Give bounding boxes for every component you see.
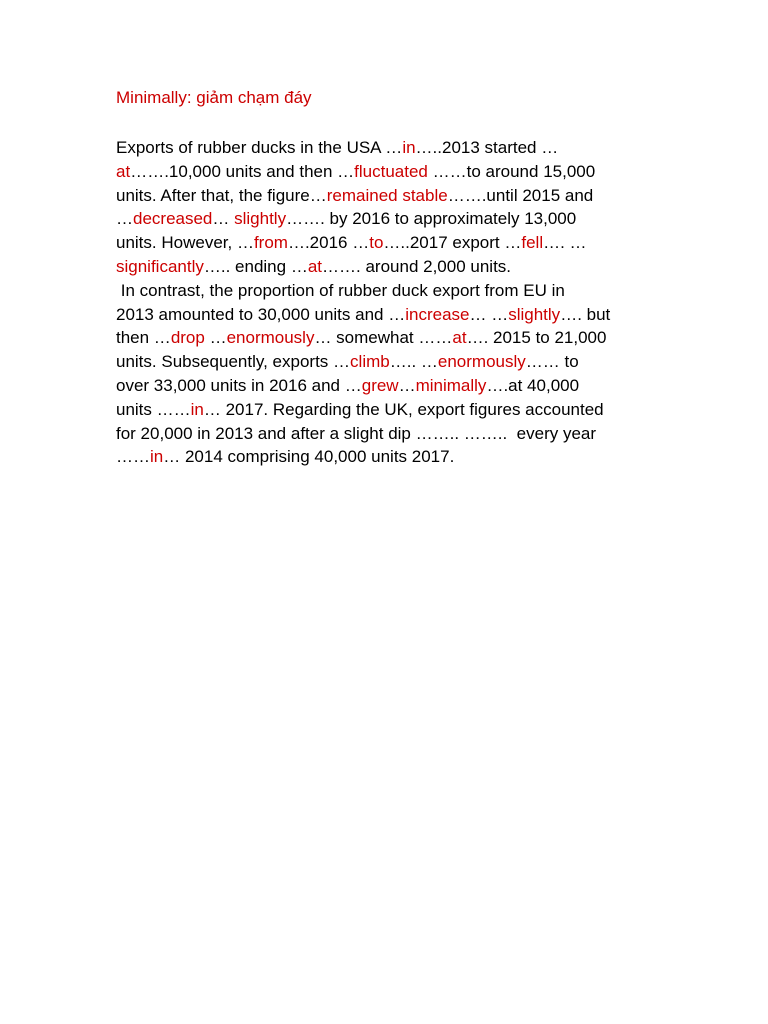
answer-word: in	[150, 447, 164, 467]
page-heading: Minimally: giảm chạm đáy	[116, 88, 312, 107]
document-page	[116, 84, 676, 469]
text-line	[116, 303, 676, 327]
answer-word: grew	[361, 375, 399, 395]
text-segment: …	[398, 375, 416, 395]
answer-word: from	[253, 233, 288, 253]
text-line	[116, 207, 676, 231]
text-line	[116, 422, 676, 446]
text-segment: ……to around 15,000	[427, 161, 596, 181]
answer-word: decreased	[133, 209, 213, 229]
text-segment: …..2013 started …	[415, 138, 559, 157]
answer-word: at	[307, 256, 323, 276]
answer-word: in	[190, 399, 204, 419]
text-segment: …..2017 export …	[383, 233, 522, 253]
text-segment: …	[212, 209, 235, 229]
text-segment: units. After that, the figure…	[116, 185, 327, 205]
text-segment: …. …	[543, 233, 587, 253]
text-segment: … somewhat ……	[314, 328, 453, 348]
text-segment: units ……	[116, 399, 191, 419]
answer-word: at	[116, 161, 131, 181]
text-segment: …. but	[560, 304, 611, 324]
text-segment: …….until 2015 and	[447, 185, 594, 205]
exercise-paragraph	[116, 136, 676, 469]
text-segment: ……. by 2016 to approximately 13,000	[286, 209, 577, 229]
text-segment: ….. ending …	[203, 256, 308, 276]
text-line	[116, 350, 676, 374]
text-line	[116, 445, 676, 469]
text-segment: …. 2015 to 21,000	[466, 328, 607, 348]
text-segment: for 20,000 in 2013 and after a slight dip …….. …….. every year	[116, 423, 597, 443]
text-segment: ….2016 …	[287, 233, 370, 253]
text-line	[116, 255, 676, 279]
text-segment: In contrast, the proportion of rubber duck export from EU in	[116, 280, 565, 300]
answer-word: at	[452, 328, 467, 348]
text-segment: … 2017. Regarding the UK, export figures accounted	[203, 399, 604, 419]
text-segment: over 33,000 units in 2016 and …	[116, 375, 362, 395]
text-segment: then …	[116, 328, 171, 348]
text-line	[116, 398, 676, 422]
text-segment: …… to	[525, 352, 579, 372]
text-segment: Exports of rubber ducks in the USA …	[116, 138, 403, 157]
answer-word: in	[402, 138, 416, 157]
answer-word: climb	[350, 352, 390, 372]
answer-word: significantly	[116, 256, 204, 276]
answer-word: minimally	[415, 375, 487, 395]
answer-word: slightly	[508, 304, 561, 324]
text-segment: …….10,000 units and then …	[130, 161, 355, 181]
text-line	[116, 136, 676, 160]
answer-word: slightly	[234, 209, 287, 229]
text-segment: units. However, …	[116, 233, 254, 253]
text-segment: units. Subsequently, exports …	[116, 352, 351, 372]
answer-word: increase	[405, 304, 470, 324]
text-line	[116, 160, 676, 184]
text-segment: …	[116, 209, 133, 229]
text-line	[116, 326, 676, 350]
answer-word: remained stable	[326, 185, 448, 205]
text-line	[116, 184, 676, 208]
answer-word: enormously	[437, 352, 526, 372]
text-segment: … 2014 comprising 40,000 units 2017.	[163, 447, 455, 467]
text-segment: ….at 40,000	[486, 375, 580, 395]
text-line	[116, 231, 676, 255]
answer-word: enormously	[226, 328, 315, 348]
text-segment: ……. around 2,000 units.	[322, 256, 512, 276]
answer-word: fluctuated	[354, 161, 428, 181]
text-segment: … …	[469, 304, 509, 324]
text-line	[116, 374, 676, 398]
text-segment: ……	[116, 447, 150, 467]
text-segment: 2013 amounted to 30,000 units and …	[116, 304, 406, 324]
answer-word: drop	[170, 328, 205, 348]
text-segment: …	[204, 328, 227, 348]
answer-word: to	[369, 233, 384, 253]
text-line	[116, 279, 676, 303]
text-segment: ….. …	[389, 352, 438, 372]
answer-word: fell	[521, 233, 544, 253]
